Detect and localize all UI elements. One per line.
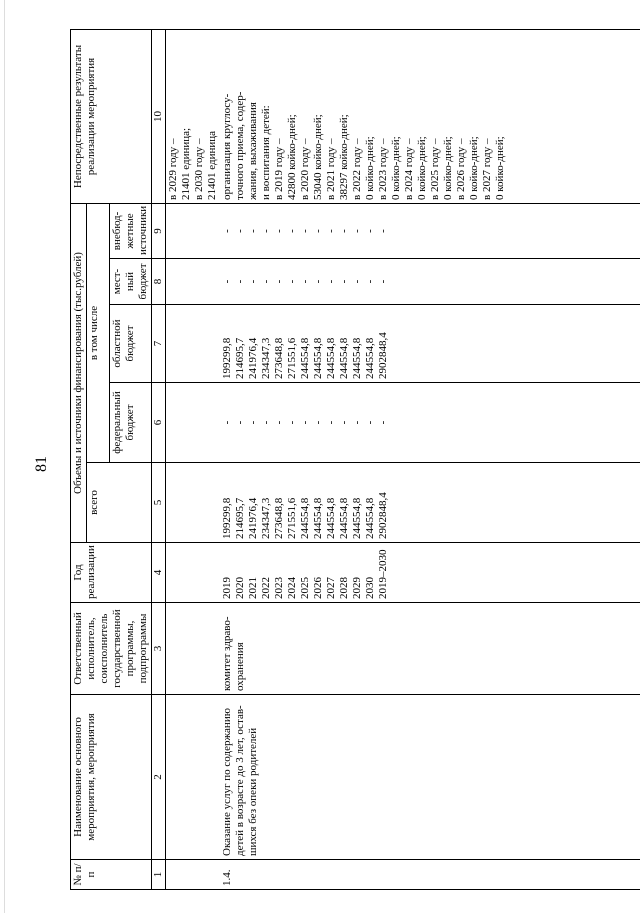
row-executor: комитет здраво-охранения bbox=[220, 603, 640, 695]
col-number: 3 bbox=[152, 603, 166, 695]
result-line: точного приема, содер- bbox=[234, 91, 246, 200]
regional-value: 244554,8 bbox=[364, 337, 376, 379]
regional-value: 241976,4 bbox=[247, 337, 259, 379]
header-results: Непосредственные результаты реализации мероприятия bbox=[71, 29, 152, 203]
col-number: 5 bbox=[152, 463, 166, 543]
row-name: Оказание услуг по содержанию детей в возрасте до 3 лет, остав-шихся без опеки родителей bbox=[220, 695, 640, 860]
result-line: 0 койко-дней; bbox=[416, 136, 428, 200]
col-number: 7 bbox=[152, 305, 166, 383]
federal-value: - bbox=[260, 420, 272, 425]
regional-value: 2902848,4 bbox=[377, 332, 389, 379]
header-num: № п/п bbox=[71, 860, 152, 890]
year-value: 2030 bbox=[364, 577, 376, 599]
extra-value: - bbox=[312, 229, 324, 233]
local-value: - bbox=[377, 279, 389, 284]
row-extra bbox=[220, 203, 640, 258]
row-regional bbox=[220, 305, 640, 383]
federal-value: - bbox=[312, 420, 324, 425]
year-value: 2026 bbox=[312, 577, 324, 599]
federal-value: - bbox=[234, 420, 246, 425]
federal-value: - bbox=[351, 420, 363, 425]
regional-value: 244554,8 bbox=[351, 337, 363, 379]
row-number: 1.4. bbox=[220, 860, 640, 890]
year-value: 2021 bbox=[247, 577, 259, 599]
header-funding: Объемы и источники финансирования (тыс.рублей) bbox=[71, 203, 87, 542]
regional-value: 234347,3 bbox=[260, 337, 272, 379]
result-line: 0 койко-дней; bbox=[494, 136, 506, 200]
result-line: в 2025 году – bbox=[429, 138, 441, 200]
federal-value: - bbox=[286, 420, 298, 425]
header-year: Год реализации bbox=[71, 543, 152, 603]
total-value: 244554,8 bbox=[364, 497, 376, 539]
result-line: 53040 койко-дней; bbox=[312, 114, 324, 200]
col-number: 6 bbox=[152, 383, 166, 463]
year-value: 2023 bbox=[273, 577, 285, 599]
col-number: 2 bbox=[152, 695, 166, 860]
result-line: в 2019 году – bbox=[273, 138, 285, 200]
federal-value: - bbox=[273, 420, 285, 425]
total-value: 241976,4 bbox=[247, 497, 259, 539]
result-line: 0 койко-дней; bbox=[442, 136, 454, 200]
result-line: в 2022 году – bbox=[351, 138, 363, 200]
total-value: 199299,8 bbox=[221, 497, 233, 539]
extra-value: - bbox=[234, 229, 246, 233]
year-value: 2029 bbox=[351, 577, 363, 599]
total-value: 244554,8 bbox=[299, 497, 311, 539]
extra-value: - bbox=[338, 229, 350, 233]
row-federal bbox=[220, 383, 640, 463]
header-regional: областной бюджет bbox=[110, 305, 152, 383]
federal-value: - bbox=[377, 420, 389, 425]
local-value: - bbox=[286, 279, 298, 284]
year-value: 2024 bbox=[286, 577, 298, 599]
regional-value: 244554,8 bbox=[312, 337, 324, 379]
result-line: в 2020 году – bbox=[299, 138, 311, 200]
regional-value: 244554,8 bbox=[299, 337, 311, 379]
header-total: всего bbox=[87, 463, 152, 543]
regional-value: 244554,8 bbox=[325, 337, 337, 379]
regional-value: 199299,8 bbox=[221, 337, 233, 379]
local-value: - bbox=[260, 279, 272, 284]
total-value: 244554,8 bbox=[338, 497, 350, 539]
year-value: 2027 bbox=[325, 577, 337, 599]
col-number: 1 bbox=[152, 860, 166, 890]
col-number: 10 bbox=[152, 29, 166, 203]
result-line: 0 койко-дней; bbox=[390, 136, 402, 200]
extra-value: - bbox=[351, 229, 363, 233]
extra-value: - bbox=[286, 229, 298, 233]
year-value: 2025 bbox=[299, 577, 311, 599]
year-value: 2028 bbox=[338, 577, 350, 599]
col-number: 8 bbox=[152, 259, 166, 305]
result-line: в 2023 году – bbox=[377, 138, 389, 200]
header-extra: внебюд-жетные источники bbox=[110, 203, 152, 258]
extra-value: - bbox=[325, 229, 337, 233]
result-line: организация круглосу- bbox=[221, 93, 233, 200]
local-value: - bbox=[299, 279, 311, 284]
local-value: - bbox=[351, 279, 363, 284]
col-number: 4 bbox=[152, 543, 166, 603]
federal-value: - bbox=[338, 420, 350, 425]
regional-value: 273648,8 bbox=[273, 337, 285, 379]
local-value: - bbox=[338, 279, 350, 284]
result-line: 0 койко-дней; bbox=[364, 136, 376, 200]
local-value: - bbox=[364, 279, 376, 284]
regional-value: 271551,6 bbox=[286, 337, 298, 379]
row-local bbox=[220, 259, 640, 305]
result-line: 42800 койко-дней; bbox=[286, 114, 298, 200]
total-value: 244554,8 bbox=[312, 497, 324, 539]
rotated-page bbox=[70, 30, 610, 890]
extra-value: - bbox=[364, 229, 376, 233]
row-total bbox=[220, 463, 640, 543]
total-value: 244554,8 bbox=[351, 497, 363, 539]
page-number: 81 bbox=[33, 456, 50, 472]
prev-results: в 2029 году – 21401 единица; в 2030 году – 21401 единица bbox=[166, 29, 221, 203]
header-local: мест-ный бюджет bbox=[110, 259, 152, 305]
total-value: 244554,8 bbox=[325, 497, 337, 539]
total-value: 273648,8 bbox=[273, 497, 285, 539]
result-line: в 2024 году – bbox=[403, 138, 415, 200]
extra-value: - bbox=[299, 229, 311, 233]
row-years bbox=[220, 543, 640, 603]
year-value: 2019 bbox=[221, 577, 233, 599]
total-value: 214695,7 bbox=[234, 497, 246, 539]
federal-value: - bbox=[364, 420, 376, 425]
year-value: 2022 bbox=[260, 577, 272, 599]
header-including: в том числе bbox=[87, 203, 110, 462]
result-line: 0 койко-дней; bbox=[468, 136, 480, 200]
year-value: 2020 bbox=[234, 577, 246, 599]
local-value: - bbox=[234, 279, 246, 284]
total-value: 271551,6 bbox=[286, 497, 298, 539]
result-line: жания, выхаживания bbox=[247, 102, 259, 200]
local-value: - bbox=[325, 279, 337, 284]
scan-edge bbox=[4, 0, 5, 913]
extra-value: - bbox=[221, 229, 233, 233]
header-name: Наименование основного мероприятия, мероприятия bbox=[71, 695, 152, 860]
federal-value: - bbox=[299, 420, 311, 425]
year-value: 2019–2030 bbox=[377, 549, 389, 599]
extra-value: - bbox=[377, 229, 389, 233]
local-value: - bbox=[247, 279, 259, 284]
federal-value: - bbox=[325, 420, 337, 425]
result-line: и воспитания детей: bbox=[260, 105, 272, 200]
header-federal: федеральный бюджет bbox=[110, 383, 152, 463]
result-line: в 2021 году – bbox=[325, 138, 337, 200]
total-value: 234347,3 bbox=[260, 497, 272, 539]
col-number: 9 bbox=[152, 203, 166, 258]
federal-value: - bbox=[247, 420, 259, 425]
result-line: 38297 койко-дней; bbox=[338, 114, 350, 200]
header-executor: Ответственный исполнитель, соисполнитель государственной программы, подпрограммы bbox=[71, 603, 152, 695]
local-value: - bbox=[221, 279, 233, 284]
local-value: - bbox=[312, 279, 324, 284]
extra-value: - bbox=[273, 229, 285, 233]
regional-value: 214695,7 bbox=[234, 337, 246, 379]
extra-value: - bbox=[247, 229, 259, 233]
result-line: в 2027 году – bbox=[481, 138, 493, 200]
row-results bbox=[220, 29, 640, 203]
regional-value: 244554,8 bbox=[338, 337, 350, 379]
program-table bbox=[70, 29, 640, 890]
total-value: 2902848,4 bbox=[377, 492, 389, 539]
federal-value: - bbox=[221, 420, 233, 425]
extra-value: - bbox=[260, 229, 272, 233]
local-value: - bbox=[273, 279, 285, 284]
result-line: в 2026 году – bbox=[455, 138, 467, 200]
